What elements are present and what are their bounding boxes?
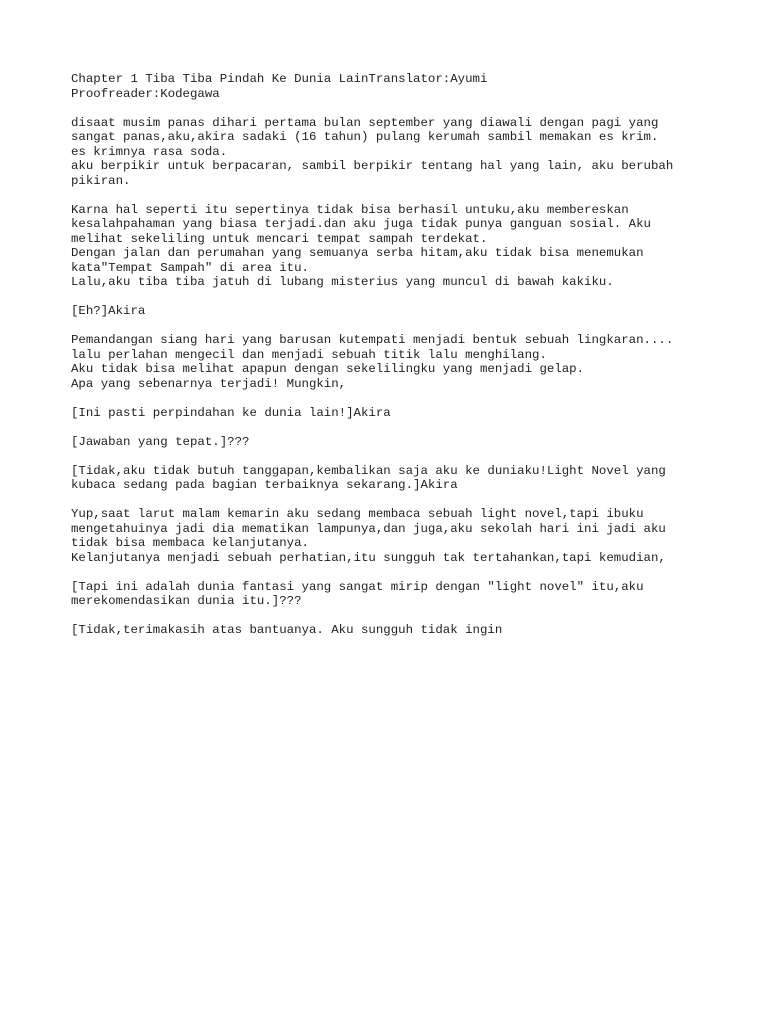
dialogue-line bbox=[71, 464, 711, 493]
text-line: merekomendasikan dunia itu.]??? bbox=[71, 594, 302, 608]
text-line: [Tidak,terimakasih atas bantuanya. Aku sungguh tidak ingin bbox=[71, 623, 503, 637]
text-line: tidak bisa membaca kelanjutanya. bbox=[71, 536, 309, 550]
text-line: sangat panas,aku,akira sadaki (16 tahun) pulang kerumah sambil memakan es krim. bbox=[71, 130, 659, 144]
paragraph bbox=[71, 116, 711, 189]
text-line: Apa yang sebenarnya terjadi! Mungkin, bbox=[71, 376, 347, 391]
text-line: kata"Tempat Sampah" di area itu. bbox=[71, 260, 309, 275]
text-line: Kelanjutanya menjadi sebuah perhatian,itu sungguh tak tertahankan,tapi kemudian, bbox=[71, 550, 666, 565]
text-line: es krimnya rasa soda. bbox=[71, 144, 228, 159]
text-line: Karna hal seperti itu sepertinya tidak bisa berhasil untuku,aku membereskan bbox=[71, 202, 629, 217]
paragraph bbox=[71, 507, 711, 565]
document-page bbox=[71, 72, 711, 652]
text-line: [Tapi ini adalah dunia fantasi yang sangat mirip dengan "light novel" itu,aku bbox=[71, 579, 644, 594]
text-line: Chapter 1 Tiba Tiba Pindah Ke Dunia LainTranslator:Ayumi bbox=[71, 72, 488, 86]
dialogue-line bbox=[71, 623, 711, 638]
dialogue-line bbox=[71, 435, 711, 450]
dialogue-line bbox=[71, 580, 711, 609]
paragraph bbox=[71, 203, 711, 290]
text-line: aku berpikir untuk berpacaran, sambil berpikir tentang hal yang lain, aku berubah bbox=[71, 159, 674, 173]
text-line: lalu perlahan mengecil dan menjadi sebuah titik lalu menghilang. bbox=[71, 347, 547, 362]
text-line: Yup,saat larut malam kemarin aku sedang membaca sebuah light novel,tapi ibuku bbox=[71, 507, 644, 521]
paragraph bbox=[71, 333, 711, 391]
text-line: mengetahuinya jadi dia mematikan lampunya,dan juga,aku sekolah hari ini jadi aku bbox=[71, 521, 666, 536]
text-line: Proofreader:Kodegawa bbox=[71, 86, 220, 101]
text-line: [Eh?]Akira bbox=[71, 304, 146, 318]
text-line: melihat sekeliling untuk mencari tempat sampah terdekat. bbox=[71, 231, 488, 246]
text-line: Dengan jalan dan perumahan yang semuanya serba hitam,aku tidak bisa menemukan bbox=[71, 246, 644, 260]
dialogue-line bbox=[71, 406, 711, 421]
dialogue-line bbox=[71, 304, 711, 319]
text-line: [Tidak,aku tidak butuh tanggapan,kembalikan saja aku ke duniaku!Light Novel yang bbox=[71, 463, 666, 478]
text-line: kubaca sedang pada bagian terbaiknya sekarang.]Akira bbox=[71, 478, 458, 492]
text-line: [Ini pasti perpindahan ke dunia lain!]Akira bbox=[71, 405, 391, 420]
text-line: kesalahpahaman yang biasa terjadi.dan aku juga tidak punya ganguan sosial. Aku bbox=[71, 217, 651, 231]
text-line: disaat musim panas dihari pertama bulan september yang diawali dengan pagi yang bbox=[71, 115, 659, 130]
text-line: pikiran. bbox=[71, 173, 131, 188]
text-line: Aku tidak bisa melihat apapun dengan sekelilingku yang menjadi gelap. bbox=[71, 362, 585, 376]
text-line: Lalu,aku tiba tiba jatuh di lubang misterius yang muncul di bawah kakiku. bbox=[71, 275, 614, 289]
chapter-heading bbox=[71, 72, 711, 101]
text-line: Pemandangan siang hari yang barusan kutempati menjadi bentuk sebuah lingkaran.... bbox=[71, 333, 674, 347]
text-line: [Jawaban yang tepat.]??? bbox=[71, 434, 250, 449]
